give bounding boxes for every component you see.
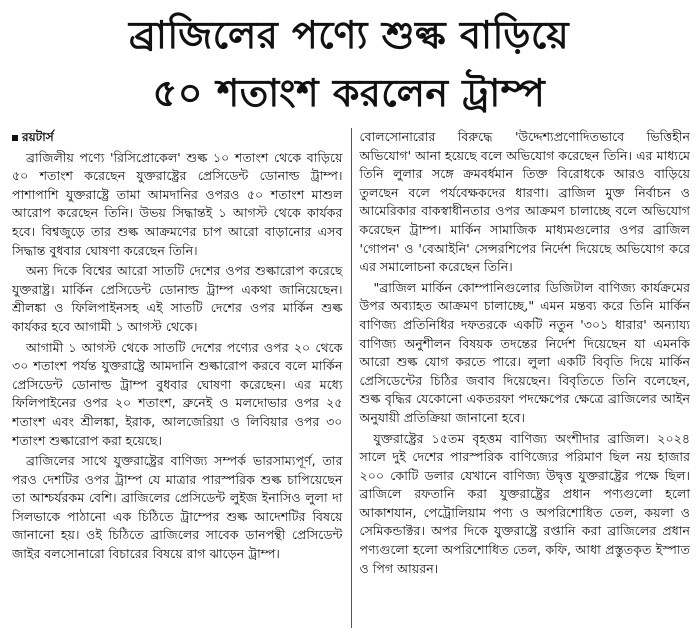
paragraph: "ব্রাজিল মার্কিন কোম্পানিগুলোর ডিজিটাল বাণিজ্য কার্যক্রমের উপর অব্যাহত আক্রমণ চালাচ্ছে," এমন মন্তব্য করে তিনি মার্কিন বাণিজ্য প্রতিনিধির দফতরকে একটি নতুন '৩০১ ধারার' অন্যায্য বাণিজ্য অনুশীলন বিষয়ক তদন্তের নির্দেশ দিয়েছেন যা এমনকি আরো শুল্ক যোগ করতে পারে। লুলা একটি বিবৃতি দিয়ে মার্কিন প্রেসিডেন্টের চিঠির জবাব দিয়েছেন। বিবৃতিতে তিনি বলেছেন, শুল্ক বৃদ্ধির যেকোনো একতরফা পদক্ষেপের ক্ষেত্রে ব্রাজিলের আইন অনুযায়ী প্রতিক্রিয়া জানানো হবে।	[359, 279, 690, 425]
right-column	[352, 128, 691, 628]
paragraph: ব্রাজিলের সাথে যুক্তরাষ্ট্রের বাণিজ্য সম্পর্ক ভারসাম্যপূর্ণ, তার পরও দেশটির ওপর ট্রাম্প যে মাত্রার পারস্পরিক শুল্ক চাপিয়েছেন তা আশ্চর্যরকম বেশি। ব্রাজিলের প্রেসিডেন্ট লুইজ ইনাসিও লুলা দা সিলভাকে পাঠানো এক চিঠিতে ট্রাম্পের শুল্ক আদেশটির বিষয়ে জানানো হয়। ওই চিঠিতে ব্রাজিলের সাবেক ডানপন্থী প্রেসিডেন্ট জাইর বলসোনারো বিচারের বিষয়ে রাগ ঝাড়েন ট্রাম্প।	[12, 453, 343, 562]
paragraph: অন্য দিকে বিশ্বের আরো সাতটি দেশের ওপর শুল্কারোপ করেছে যুক্তরাষ্ট্র। মার্কিন প্রেসিডেন্ট ডোনাল্ড ট্রাম্প একথা জানিয়েছেন। শ্রীলঙ্কা ও ফিলিপাইনসহ এই সাতটি দেশের ওপর মার্কিন শুল্ক কার্যকর হবে আগামী ১ আগস্ট থেকে।	[12, 263, 343, 334]
bullet-icon	[12, 135, 18, 141]
paragraph: আগামী ১ আগস্ট থেকে সাতটি দেশের পণ্যের ওপর ২০ থেকে ৩০ শতাংশ পর্যন্ত যুক্তরাষ্ট্রে আমদানি শুল্কারোপ করবে বলে মার্কিন প্রেসিডেন্ট ডোনাল্ড ট্রাম্প বুধবার ঘোষণা করেছেন। এর মধ্যে ফিলিপাইনের ওপর ২০ শতাংশ, ব্রুনেই ও মলদোভার ওপর ২৫ শতাংশ এবং শ্রীলঙ্কা, ইরাক, আলজেরিয়া ও লিবিয়ার ওপর ৩০ শতাংশ শুল্কারোপ করা হয়েছে।	[12, 339, 343, 448]
paragraph: বোলসোনারোর বিরুদ্ধে 'উদ্দেশ্যপ্রণোদিতভাবে ভিত্তিহীন অভিযোগ' আনা হয়েছে বলে অভিযোগ করেছেন তিনি। এর মাধ্যমে তিনি লুলার সঙ্গে ক্রমবর্ধমান তিক্ত বিরোধকে আরও বাড়িয়ে তুলছেন বলে পর্যবেক্ষকদের ধারণা। ব্রাজিল মুক্ত নির্বাচন ও আমেরিকার বাকস্বাধীনতার ওপর আক্রমণ চালাচ্ছে বলে অভিযোগ করেছেন ট্রাম্প। মার্কিন সামাজিক মাধ্যমগুলোর ওপর ব্রাজিল 'গোপন' ও 'বেআইনি' সেন্সরশিপের নির্দেশ দিয়েছে অভিযোগ করে এর সমালোচনা করেছেন তিনি।	[359, 129, 690, 275]
headline-line-2: ৫০ শতাংশ করলেন ট্রাম্প	[152, 70, 546, 115]
byline	[12, 128, 343, 147]
byline-text: রয়টার্স	[22, 130, 54, 144]
paragraph: ব্রাজিলীয় পণ্যে 'রিসিপ্রোকেল' শুল্ক ১০ শতাংশ থেকে বাড়িয়ে ৫০ শতাংশ করেছেন যুক্তরাষ্ট্রের প্রেসিডেন্ট ডোনাল্ড ট্রাম্প। পাশাপাশি যুক্তরাষ্ট্রে তামা আমদানির ওপরও ৫০ শতাংশ মাশুল আরোপ করেছেন তিনি। উভয় সিদ্ধান্তই ১ আগস্ট থেকে কার্যকর হবে। বিশ্বজুড়ে তার শুল্ক আক্রমণের চাপ আরো বাড়ানোর এসব সিদ্ধান্ত বুধবার ঘোষণা করেছেন তিনি।	[12, 149, 343, 258]
paragraph: যুক্তরাষ্ট্রের ১৫তম বৃহত্তম বাণিজ্য অংশীদার ব্রাজিল। ২০২৪ সালে দুই দেশের পারস্পরিক বাণিজ্যের পরিমাণ ছিল নয় হাজার ২০০ কোটি ডলার যেখানে বাণিজ্য উদ্বৃত্ত যুক্তরাষ্ট্রের পক্ষে ছিল। ব্রাজিলে রফতানি করা যুক্তরাষ্ট্রের প্রধান পণ্যগুলো হলো আকাশযান, পেট্রোলিয়াম পণ্য ও অপরিশোধিত তেল, কয়লা ও সেমিকন্ডাক্টর। অপর দিকে যুক্তরাষ্ট্রে রপ্তানি করা ব্রাজিলের প্রধান পণ্যগুলো হলো অপরিশোধিত তেল, কফি, আধা প্রস্তুতকৃত ইস্পাত ও পিগ আয়রন।	[359, 430, 690, 576]
headline	[12, 6, 686, 122]
left-column	[12, 128, 351, 628]
headline-line-1: ব্রাজিলের পণ্যে শুল্ক বাড়িয়ে	[128, 12, 570, 57]
article-body	[12, 128, 690, 628]
